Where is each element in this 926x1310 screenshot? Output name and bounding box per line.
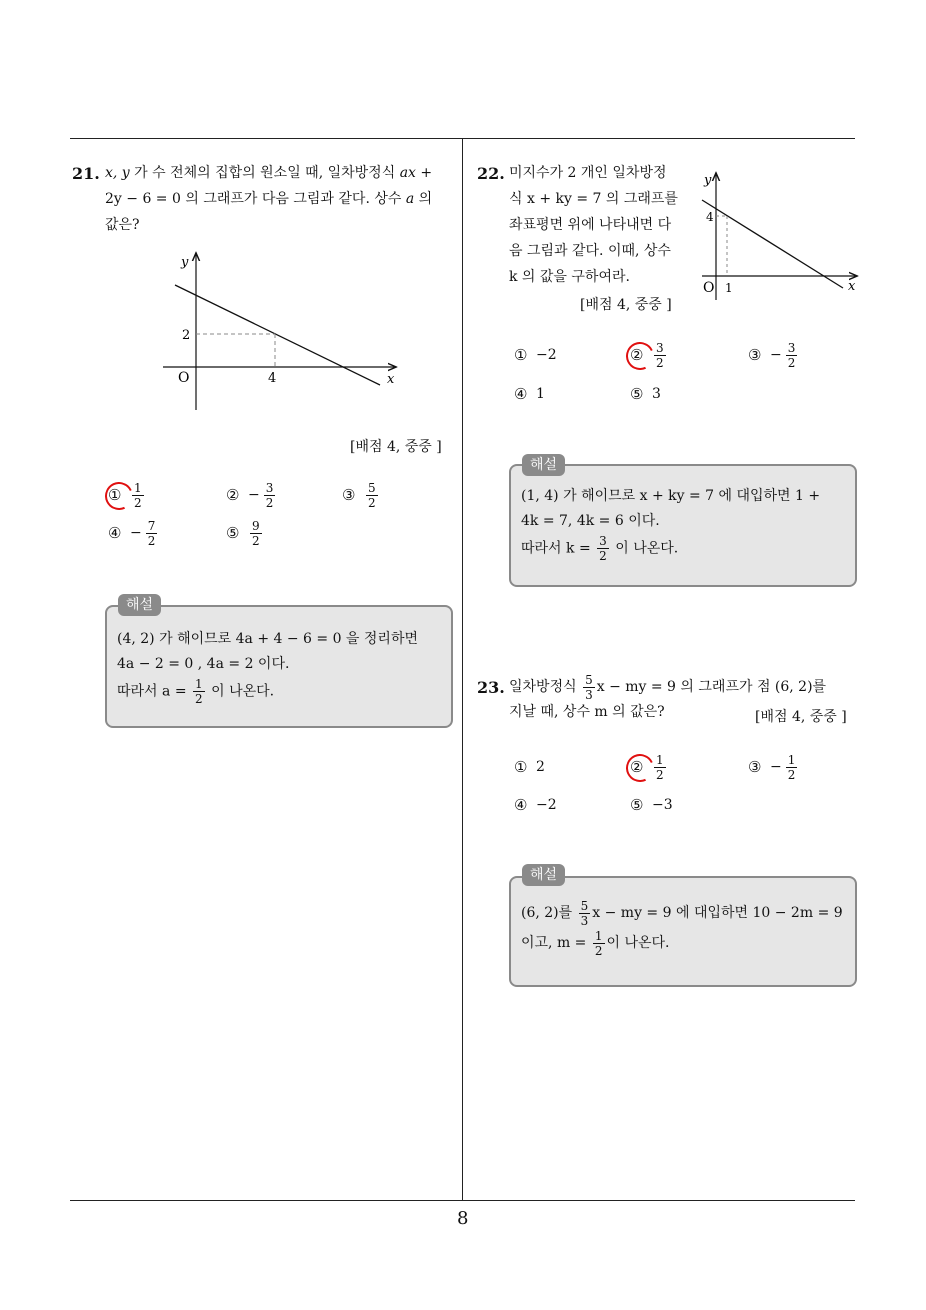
choice-value: 1 xyxy=(536,386,545,402)
fraction: $\frac{1}{2}$ xyxy=(787,752,796,782)
q21-text-part: a xyxy=(405,191,415,207)
column-divider xyxy=(462,138,463,1200)
q21-choice-5[interactable] xyxy=(226,516,264,550)
q21-explanation-tag: 해설 xyxy=(118,594,161,616)
y-axis-label: y xyxy=(181,255,189,270)
q21-choice-3[interactable] xyxy=(342,478,380,512)
q22-choice-5[interactable] xyxy=(630,377,661,411)
q22-text-line: 음 그림과 같다. 이때, 상수 xyxy=(509,243,671,259)
q21-text-part: 2y − 6 = 0 xyxy=(105,191,181,207)
choice-marker: ③ xyxy=(748,346,762,364)
question-22-graph xyxy=(698,168,863,303)
q23-explanation-tag: 해설 xyxy=(522,864,565,886)
q23-choice-3[interactable]: ③ − $\frac{1}{2}$ xyxy=(748,752,796,782)
q22-choice-4[interactable] xyxy=(514,377,545,411)
q23-choice-1[interactable] xyxy=(514,750,545,784)
y-tick-label: 4 xyxy=(706,210,714,224)
fraction: $\frac{1}{2}$ xyxy=(656,752,664,782)
q22-choice-1[interactable] xyxy=(514,338,557,372)
choice-marker: ② xyxy=(226,486,240,504)
y-axis-label: y xyxy=(704,173,712,188)
choice-marker: ② xyxy=(630,758,644,776)
question-22-score: [배점 4, 중중 ] xyxy=(580,297,672,313)
q21-choice-4[interactable]: ④ − $\frac{7}{2}$ xyxy=(108,518,156,548)
q23-text-line: 지날 때, 상수 m 의 값은? xyxy=(509,704,665,720)
q21-text-part: + xyxy=(415,165,433,181)
fraction: $\frac{3}{2}$ xyxy=(265,480,274,510)
choice-marker: ④ xyxy=(514,385,528,403)
question-23-number: 23. xyxy=(477,678,505,697)
q22-text-line: k 의 값을 구하여라. xyxy=(509,269,630,285)
q22-explanation-box xyxy=(509,464,857,587)
q23-choice-4[interactable] xyxy=(514,788,557,822)
origin-label: O xyxy=(178,370,190,386)
choice-marker: ① xyxy=(514,758,528,776)
explanation-line: 4k = 7, 4k = 6 이다. xyxy=(521,513,660,529)
q22-explanation-tag: 해설 xyxy=(522,454,565,476)
fraction: $\frac{3}{2}$ xyxy=(787,340,796,370)
choice-marker: ⑤ xyxy=(630,385,644,403)
q22-explanation-text: (1, 4) 가 해이므로 x + ky = 7 에 대입하면 1 + 4k = 7, 4k = 6 이다. 따라서 k = $\frac{3}{2}$ 이 나온다. xyxy=(521,484,851,563)
fraction: $\frac{9}{2}$ xyxy=(252,518,260,548)
choice-marker: ① xyxy=(514,346,528,364)
choice-value: −2 xyxy=(536,347,557,363)
graph-line xyxy=(175,285,380,385)
fraction: $\frac{1}{2}$ xyxy=(594,928,603,958)
choice-value: 3 xyxy=(652,386,661,402)
choice-marker: ② xyxy=(630,346,644,364)
explanation-line: (4, 2) 가 해이므로 4a + 4 − 6 = 0 을 정리하면 xyxy=(117,631,418,647)
choice-marker: ④ xyxy=(108,524,122,542)
explanation-line: 4a − 2 = 0 , 4a = 2 이다. xyxy=(117,656,290,672)
page-number: 8 xyxy=(457,1208,469,1229)
choice-marker: ① xyxy=(108,486,122,504)
q21-text-line: 값은? xyxy=(105,217,140,233)
question-21-score: [배점 4, 중중 ] xyxy=(350,439,442,455)
x-tick-label: 4 xyxy=(268,371,277,386)
fraction: $\frac{1}{2}$ xyxy=(195,677,203,706)
choice-value: 2 xyxy=(536,759,545,775)
q21-text-part: x, y xyxy=(105,165,130,181)
y-tick-label: 2 xyxy=(182,328,191,343)
q22-text-line: 미지수가 2 개인 일차방정 xyxy=(509,165,667,181)
fraction: $\frac{5}{3}$ xyxy=(580,898,589,928)
question-23-score: [배점 4, 중중 ] xyxy=(755,709,847,725)
q22-text-line: 좌표평면 위에 나타내면 다 xyxy=(509,217,672,233)
fraction: $\frac{5}{2}$ xyxy=(368,480,376,510)
choice-value: −2 xyxy=(536,797,557,813)
question-21-text xyxy=(105,160,455,238)
q23-explanation-box xyxy=(509,876,857,987)
question-23-text: 일차방정식 $\frac{5}{3}$ x − my = 9 의 그래프가 점 (6, 2)를 지날 때, 상수 m 의 값은? xyxy=(509,672,859,722)
x-axis-label: x xyxy=(387,372,395,387)
fraction: $\frac{5}{3}$ xyxy=(585,672,593,702)
fraction: $\frac{3}{2}$ xyxy=(656,340,664,370)
q23-explanation-text: (6, 2)를 $\frac{5}{3}$ x − my = 9 에 대입하면 10 − 2m = 9 이고, m = $\frac{1}{2}$ 이 나온다. xyxy=(521,898,843,958)
fraction: $\frac{1}{2}$ xyxy=(134,480,142,510)
fraction: $\frac{7}{2}$ xyxy=(147,518,156,548)
question-21-number: 21. xyxy=(72,164,100,183)
choice-marker: ⑤ xyxy=(226,524,240,542)
q21-text-part: 의 xyxy=(414,191,433,207)
choice-marker: ④ xyxy=(514,796,528,814)
question-22-text xyxy=(509,160,694,290)
choice-marker: ⑤ xyxy=(630,796,644,814)
q22-text-line: 식 x + ky = 7 의 그래프를 xyxy=(509,191,678,207)
q22-choice-3[interactable]: ③ − $\frac{3}{2}$ xyxy=(748,340,796,370)
choice-marker: ③ xyxy=(748,758,762,776)
q21-text-part: 가 수 전체의 집합의 원소일 때, 일차방정식 xyxy=(129,165,400,181)
question-22-number: 22. xyxy=(477,164,505,183)
explanation-line: (1, 4) 가 해이므로 x + ky = 7 에 대입하면 1 + xyxy=(521,488,821,504)
choice-marker: ③ xyxy=(342,486,356,504)
choice-value: −3 xyxy=(652,797,673,813)
graph-line xyxy=(702,200,843,288)
q23-choice-5[interactable] xyxy=(630,788,673,822)
q21-explanation-text: (4, 2) 가 해이므로 4a + 4 − 6 = 0 을 정리하면 4a − 2 = 0 , 4a = 2 이다. 따라서 a = $\frac{1}{2}$ 이 나온다. xyxy=(117,627,447,706)
question-21-graph xyxy=(155,248,405,418)
fraction: $\frac{3}{2}$ xyxy=(599,534,607,563)
q21-explanation-box xyxy=(105,605,453,728)
origin-label: O xyxy=(703,280,715,296)
q21-text-part: ax xyxy=(399,165,416,181)
q21-text-part: 의 그래프가 다음 그림과 같다. 상수 xyxy=(180,191,406,207)
x-tick-label: 1 xyxy=(725,281,733,295)
bottom-rule xyxy=(70,1200,855,1201)
x-axis-label: x xyxy=(848,279,856,294)
q21-choice-2[interactable]: ② − $\frac{3}{2}$ xyxy=(226,480,274,510)
